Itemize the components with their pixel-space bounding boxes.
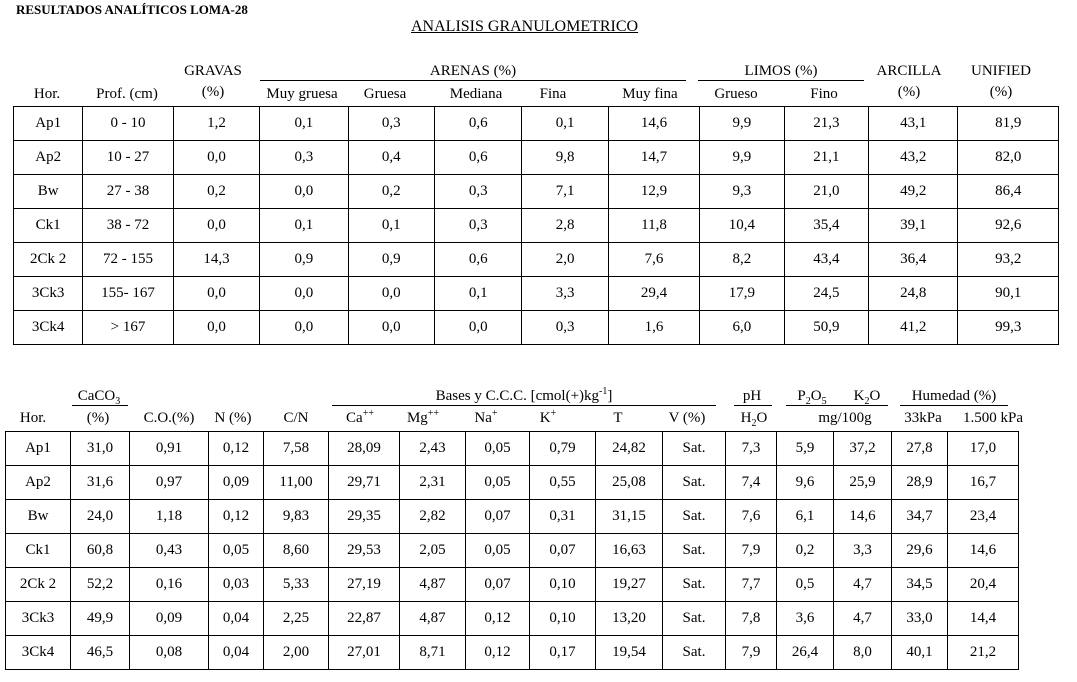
table-cell: 0,5 [777,568,834,602]
table-cell: 0 - 10 [83,107,173,141]
col-mediana: Mediana [449,86,503,102]
chemistry-row [6,432,1019,466]
col2-33kpa: 33kPa [904,410,942,426]
table-cell: 31,15 [596,500,663,534]
table-cell: 22,87 [329,602,400,636]
caco3-header: CaCO$_3$ [77,388,121,407]
table-cell: 0,2 [348,175,434,209]
table-cell: 43,2 [869,141,958,175]
col-grueso: Grueso [714,86,758,102]
table-cell: 14,4 [948,602,1019,636]
table-cell: 3Ck4 [6,636,71,670]
table-cell: 0,3 [260,141,348,175]
table-cell: 49,2 [869,175,958,209]
nutrients-underline [786,405,888,406]
table-cell: 82,0 [958,141,1059,175]
table-cell: 14,7 [608,141,699,175]
table-cell: 2,0 [522,243,608,277]
table-cell: 0,0 [260,277,348,311]
table-cell: Ck1 [6,534,71,568]
table-cell: 0,07 [530,534,596,568]
col2-caco3-unit: (%) [86,410,110,426]
table-cell: 7,8 [726,602,777,636]
chemistry-row [6,500,1019,534]
table-cell: 16,7 [948,466,1019,500]
table-cell: 35,4 [784,209,868,243]
table-cell: 0,08 [130,636,209,670]
table-cell: 0,05 [209,534,264,568]
table-cell: Sat. [663,466,726,500]
table-cell: 41,2 [869,311,958,345]
granulometry-row [14,209,1059,243]
table-cell: 0,2 [777,534,834,568]
table-cell: 7,1 [522,175,608,209]
table-cell: 0,0 [260,175,348,209]
table-cell: Bw [6,500,71,534]
table-cell: 0,3 [348,107,434,141]
table-cell: 9,6 [777,466,834,500]
table-cell: 155- 167 [83,277,173,311]
arcilla-header: ARCILLA [876,63,942,79]
humedad-underline [900,405,1008,406]
col2-mg: Mg++ [406,408,440,426]
table-cell: 0,97 [130,466,209,500]
table-cell: Ck1 [14,209,83,243]
col2-na: Na+ [474,408,498,426]
col2-hor: Hor. [19,410,47,426]
table-cell: Sat. [663,602,726,636]
table-cell: 5,33 [264,568,329,602]
table-cell: 7,4 [726,466,777,500]
table-cell: 0,2 [173,175,259,209]
table-cell: 2,05 [400,534,466,568]
table-cell: 7,6 [608,243,699,277]
table-cell: 0,17 [530,636,596,670]
arenas-header: ARENAS (%) [429,63,517,79]
table-cell: 0,6 [434,243,521,277]
granulometry-row [14,277,1059,311]
table-cell: 27 - 38 [83,175,173,209]
table-cell: Ap1 [6,432,71,466]
table-cell: 0,10 [530,602,596,636]
humedad-header: Humedad (%) [911,388,997,404]
table-cell: 0,4 [348,141,434,175]
table-cell: 4,7 [834,602,892,636]
limos-underline [698,80,864,81]
col-gruesa: Gruesa [363,86,407,102]
table-cell: 29,6 [892,534,948,568]
chemistry-row [6,602,1019,636]
table-cell: 1,2 [173,107,259,141]
table-cell: 0,03 [209,568,264,602]
unified-header: UNIFIED [971,63,1031,79]
table-cell: 27,19 [329,568,400,602]
table-cell: 9,9 [700,107,784,141]
table-cell: 0,12 [466,636,530,670]
table-cell: 2,43 [400,432,466,466]
table-cell: 3,3 [834,534,892,568]
table-cell: 0,09 [209,466,264,500]
table-cell: 11,8 [608,209,699,243]
table-cell: 0,1 [434,277,521,311]
table-cell: 0,31 [530,500,596,534]
table-cell: 29,71 [329,466,400,500]
table-cell: 26,4 [777,636,834,670]
table-cell: 24,0 [71,500,130,534]
granulometry-row [14,175,1059,209]
granulometry-row [14,107,1059,141]
table-cell: 0,16 [130,568,209,602]
table-cell: 0,0 [260,311,348,345]
chemistry-table [5,431,1019,670]
table-cell: 0,3 [434,175,521,209]
table-cell: 0,09 [130,602,209,636]
col2-cn: C/N [283,410,309,426]
table-cell: 9,9 [700,141,784,175]
table-cell: 6,0 [700,311,784,345]
table-cell: 0,9 [348,243,434,277]
table-cell: 86,4 [958,175,1059,209]
gravas-unit: (%) [201,84,225,100]
arcilla-unit: (%) [897,84,921,100]
table-cell: Bw [14,175,83,209]
table-cell: 0,1 [522,107,608,141]
table-cell: 0,1 [348,209,434,243]
chemistry-row [6,466,1019,500]
table-cell: Ap2 [14,141,83,175]
table-cell: 43,4 [784,243,868,277]
table-cell: 50,9 [784,311,868,345]
table-cell: 10,4 [700,209,784,243]
col2-v: V (%) [668,410,706,426]
section-title: ANALISIS GRANULOMETRICO [411,18,639,35]
table-cell: 4,87 [400,568,466,602]
ph-header: pH [742,388,762,404]
table-cell: 3Ck4 [14,311,83,345]
table-cell: 0,04 [209,636,264,670]
table-cell: 0,05 [466,534,530,568]
table-cell: 0,04 [209,602,264,636]
table-cell: 29,35 [329,500,400,534]
table-cell: 17,0 [948,432,1019,466]
table-cell: 0,1 [260,209,348,243]
table-cell: 31,6 [71,466,130,500]
chemistry-row [6,568,1019,602]
table-cell: 3,6 [777,602,834,636]
table-cell: 11,00 [264,466,329,500]
table-cell: 0,0 [348,311,434,345]
table-cell: 7,6 [726,500,777,534]
ph-underline [734,405,772,406]
table-cell: Sat. [663,568,726,602]
table-cell: 90,1 [958,277,1059,311]
table-cell: 14,3 [173,243,259,277]
table-cell: 9,83 [264,500,329,534]
table-cell: 27,01 [329,636,400,670]
table-cell: 29,53 [329,534,400,568]
table-cell: 19,54 [596,636,663,670]
bases-underline [332,405,716,406]
table-cell: 9,8 [522,141,608,175]
col2-1500kpa: 1.500 kPa [963,410,1023,426]
table-cell: 3Ck3 [6,602,71,636]
table-cell: 5,9 [777,432,834,466]
table-cell: 0,1 [260,107,348,141]
table-cell: 0,6 [434,107,521,141]
col2-n: N (%) [214,410,252,426]
col2-co: C.O.(%) [143,410,195,426]
col2-mg100g: mg/100g [818,410,872,426]
table-cell: 16,63 [596,534,663,568]
table-cell: 1,18 [130,500,209,534]
table-cell: 3Ck3 [14,277,83,311]
table-cell: 34,7 [892,500,948,534]
chemistry-row [6,636,1019,670]
table-cell: 34,5 [892,568,948,602]
table-cell: 38 - 72 [83,209,173,243]
table-cell: 8,2 [700,243,784,277]
col-muy-fina: Muy fina [622,86,678,102]
table-cell: 7,9 [726,534,777,568]
table-cell: Sat. [663,432,726,466]
table-cell: 0,05 [466,466,530,500]
table-cell: 2,82 [400,500,466,534]
table-cell: 0,10 [530,568,596,602]
table-cell: 21,0 [784,175,868,209]
col2-h2o: $H_2O$ [740,410,768,429]
table-cell: 21,1 [784,141,868,175]
table-cell: 52,2 [71,568,130,602]
table-cell: 24,8 [869,277,958,311]
table-cell: 8,0 [834,636,892,670]
table-cell: 0,0 [173,141,259,175]
table-cell: 0,43 [130,534,209,568]
table-cell: 0,12 [209,500,264,534]
table-cell: 0,12 [466,602,530,636]
table-cell: 0,12 [209,432,264,466]
table-cell: 4,7 [834,568,892,602]
table-cell: Sat. [663,534,726,568]
table-cell: 0,07 [466,568,530,602]
table-cell: 49,9 [71,602,130,636]
table-cell: 99,3 [958,311,1059,345]
table-cell: 4,87 [400,602,466,636]
col2-t: T [613,410,623,426]
table-cell: 7,9 [726,636,777,670]
table-cell: 72 - 155 [83,243,173,277]
table-cell: 81,9 [958,107,1059,141]
table-cell: 39,1 [869,209,958,243]
table-cell: 12,9 [608,175,699,209]
table-cell: 7,3 [726,432,777,466]
col-fina: Fina [539,86,567,102]
table-cell: 93,2 [958,243,1059,277]
report-title: RESULTADOS ANALÍTICOS LOMA-28 [16,2,248,17]
table-cell: 21,3 [784,107,868,141]
table-cell: 17,9 [700,277,784,311]
table-cell: 2,25 [264,602,329,636]
table-cell: 27,8 [892,432,948,466]
granulometry-table [13,106,1059,345]
table-cell: 19,27 [596,568,663,602]
table-cell: 3,3 [522,277,608,311]
table-cell: 21,2 [948,636,1019,670]
table-cell: 29,4 [608,277,699,311]
col2-k: K+ [539,408,557,426]
table-cell: 0,6 [434,141,521,175]
table-cell: 10 - 27 [83,141,173,175]
table-cell: 2,00 [264,636,329,670]
table-cell: 28,9 [892,466,948,500]
table-cell: 0,0 [173,209,259,243]
table-cell: 24,5 [784,277,868,311]
table-cell: 28,09 [329,432,400,466]
table-cell: 7,58 [264,432,329,466]
caco3-underline [72,405,128,406]
table-cell: 33,0 [892,602,948,636]
table-cell: 0,79 [530,432,596,466]
table-cell: 0,05 [466,432,530,466]
gravas-header: GRAVAS [184,63,242,79]
col-fino: Fino [810,86,838,102]
table-cell: 25,08 [596,466,663,500]
table-cell: 0,9 [260,243,348,277]
table-cell: 9,3 [700,175,784,209]
table-cell: 0,0 [434,311,521,345]
table-cell: 6,1 [777,500,834,534]
bases-header: Bases y C.C.C. $[cmol(+)kg^{-1}]$ [435,386,613,404]
table-cell: 2,31 [400,466,466,500]
table-cell: 24,82 [596,432,663,466]
table-cell: 14,6 [948,534,1019,568]
table-cell: 0,3 [434,209,521,243]
table-cell: 0,55 [530,466,596,500]
table-cell: 0,91 [130,432,209,466]
col2-ca: Ca++ [346,408,374,426]
granulometry-row [14,311,1059,345]
table-cell: Ap2 [6,466,71,500]
table-cell: 0,0 [348,277,434,311]
table-cell: 8,71 [400,636,466,670]
unified-unit: (%) [989,84,1013,100]
table-cell: 0,0 [173,277,259,311]
table-cell: Sat. [663,636,726,670]
table-cell: 31,0 [71,432,130,466]
col-hor: Hor. [33,86,61,102]
table-cell: 7,7 [726,568,777,602]
table-cell: 20,4 [948,568,1019,602]
limos-header: LIMOS (%) [744,63,818,79]
table-cell: 0,0 [173,311,259,345]
arenas-underline [260,80,686,81]
chemistry-row [6,534,1019,568]
table-cell: 46,5 [71,636,130,670]
table-cell: 0,3 [522,311,608,345]
table-cell: 1,6 [608,311,699,345]
table-cell: 14,6 [834,500,892,534]
col-muy-gruesa: Muy gruesa [266,86,338,102]
granulometry-row [14,243,1059,277]
granulometry-row [14,141,1059,175]
p2o5-header: $P_2O_5$ [797,388,827,407]
table-cell: 37,2 [834,432,892,466]
table-cell: 8,60 [264,534,329,568]
table-cell: 2Ck 2 [14,243,83,277]
k2o-header: $K_2O$ [853,388,881,407]
table-cell: 92,6 [958,209,1059,243]
table-cell: Sat. [663,500,726,534]
table-cell: 2,8 [522,209,608,243]
table-cell: 25,9 [834,466,892,500]
table-cell: 36,4 [869,243,958,277]
table-cell: Ap1 [14,107,83,141]
col-prof: Prof. (cm) [96,86,158,102]
table-cell: 13,20 [596,602,663,636]
table-cell: 43,1 [869,107,958,141]
table-cell: > 167 [83,311,173,345]
table-cell: 40,1 [892,636,948,670]
table-cell: 60,8 [71,534,130,568]
table-cell: 0,07 [466,500,530,534]
table-cell: 23,4 [948,500,1019,534]
table-cell: 14,6 [608,107,699,141]
table-cell: 2Ck 2 [6,568,71,602]
